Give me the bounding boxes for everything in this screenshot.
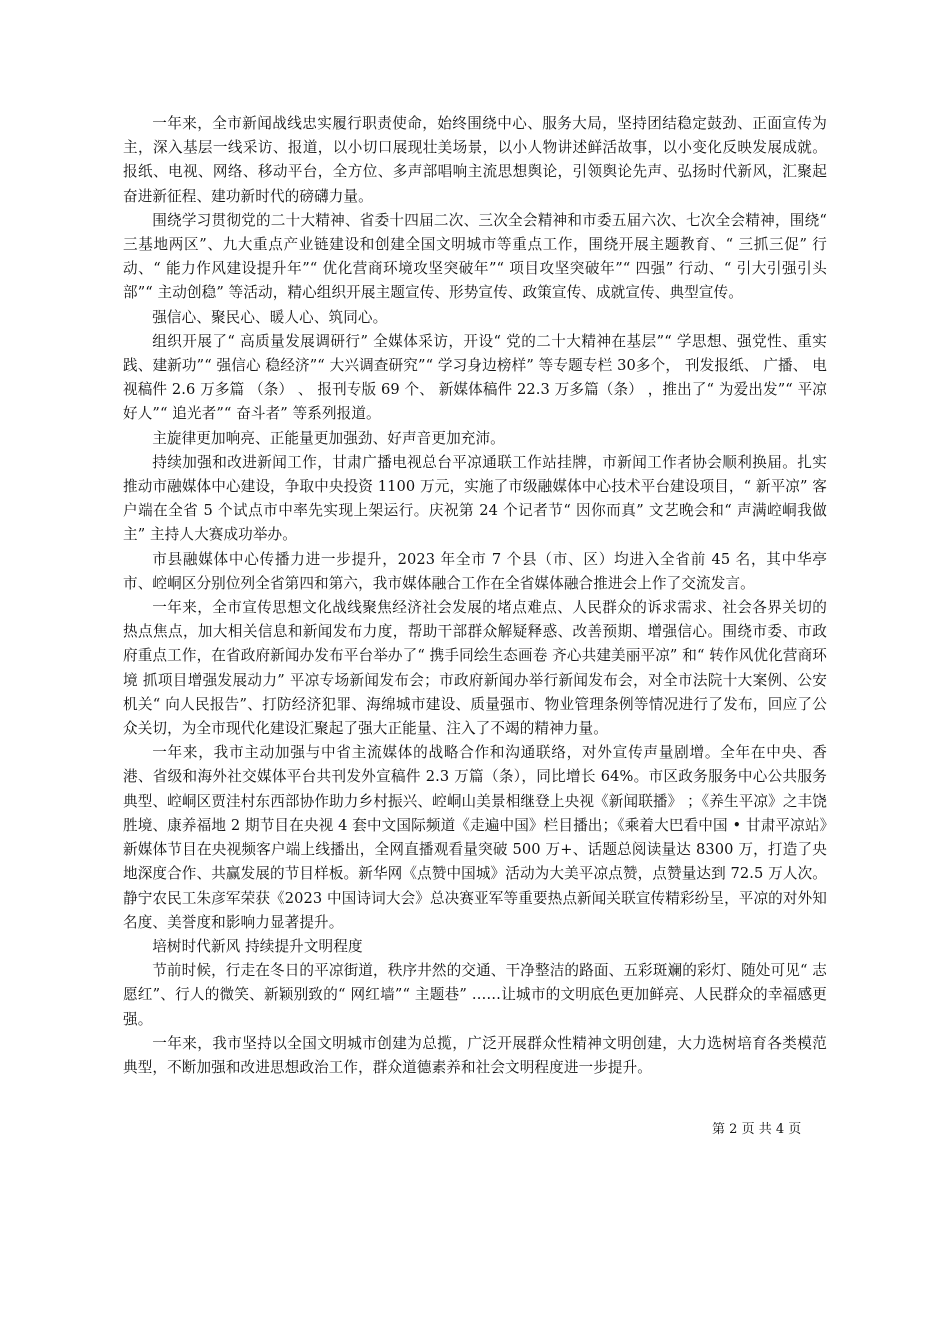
paragraph: 一年来，全市宣传思想文化战线聚焦经济社会发展的堵点难点、人民群众的诉求需求、社会各界关切的热点焦点，加大相关信息和新闻发布力度，帮助干部群众解疑释惑、改善预期、增强信心。围绕市委、市政府重点工作，在省政府新闻办发布平台举办了“ 携手同绘生态画卷 齐心共建美丽平凉” 和“ 转作风优化营商环境 抓项目增强发展动力” 平凉专场新闻发布会；市政府新闻办举行新闻发布会，对全市法院十大案例、公安机关“ 向人民报告”、打防经济犯罪、海绵城市建设、质量强市、物业管理条例等情况进行了发布，回应了公众关切，为全市现代化建设汇聚起了强大正能量、注入了不竭的精神力量。 [123, 599, 827, 738]
paragraph: 节前时候，行走在冬日的平凉街道，秩序井然的交通、干净整洁的路面、五彩斑斓的彩灯、随处可见“ 志愿红”、行人的微笑、新颖别致的“ 网红墙”“ 主题巷” ……让城市的文明底色更加鲜亮、人民群众的幸福感更强。 [123, 962, 827, 1028]
paragraph: 一年来，全市新闻战线忠实履行职责使命，始终围绕中心、服务大局，坚持团结稳定鼓劲、正面宣传为主，深入基层一线采访、报道，以小切口展现壮美场景，以小人物讲述鲜活故事，以小变化反映发展成就。报纸、电视、网络、移动平台，全方位、多声部唱响主流思想舆论，引领舆论先声、弘扬时代新风，汇聚起奋进新征程、建功新时代的磅礴力量。 [123, 115, 827, 205]
paragraph: 强信心、聚民心、暖人心、筑同心。 [152, 308, 388, 326]
paragraph: 围绕学习贯彻党的二十大精神、省委十四届二次、三次全会精神和市委五届六次、七次全会精神，围绕“ 三基地两区”、九大重点产业链建设和创建全国文明城市等重点工作，围绕开展主题教育、“ 三抓三促” 行动、“ 能力作风建设提升年”“ 优化营商环境攻坚突破年”“ 项目攻坚突破年”“ 四强” 行动、“ 引大引强引头部”“ 主动创稳” 等活动，精心组织开展主题宣传、形势宣传、政策宣传、成就宣传、典型宣传。 [123, 211, 827, 302]
footer-middle: 页 共 [741, 1122, 772, 1137]
document-body [123, 112, 827, 1080]
paragraph: 持续加强和改进新闻工作，甘肃广播电视总台平凉通联工作站挂牌，市新闻工作者协会顺利换届。扎实推动市融媒体中心建设，争取中央投资 1100 万元，实施了市级融媒体中心技术平台建设项目，“ 新平凉” 客户端在全省 5 个试点市中率先实现上架运行。庆祝第 24 个记者节“ 因你而真” 文艺晚会和“ 声满崆峒我做主” 主持人大赛成功举办。 [123, 453, 827, 544]
paragraph: 一年来，我市主动加强与中省主流媒体的战略合作和沟通联络，对外宣传声量剧增。全年在中央、香港、省级和海外社交媒体平台共刊发外宣稿件 2.3 万篇（条），同比增长 64%。市区政务服务中心公共服务典型、崆峒区贾洼村东西部协作助力乡村振兴、崆峒山美景相继登上央视《新闻联播》 ；《养生平凉》之丰饶胜境、康养福地 2 期节目在央视 4 套中文国际频道《走遍中国》栏目播出；《乘着大巴看中国 • 甘肃平凉站》新媒体节目在央视频客户端上线播出，全网直播观看量突破 500 万+、话题总阅读量达 8300 万，打造了央地深度合作、共赢发展的节目样板。新华网《点赞中国城》活动为大美平凉点赞，点赞量达到 72.5 万人次。静宁农民工朱彦军荣获《2023 中国诗词大会》总决赛亚军等重要热点新闻关联宣传精彩纷呈，平凉的对外知名度、美誉度和影响力显著提升。 [123, 744, 827, 931]
page-number-footer [712, 1121, 801, 1139]
total-pages-number: 4 [775, 1122, 785, 1137]
footer-suffix: 页 [788, 1122, 802, 1137]
current-page-number: 2 [729, 1122, 738, 1137]
paragraph: 市县融媒体中心传播力进一步提升，2023 年全市 7 个县（市、区）均进入全省前 45 名，其中华亭市、崆峒区分别位列全省第四和第六，我市媒体融合工作在全省媒体融合推进会上作了交流发言。 [123, 550, 827, 592]
paragraph: 组织开展了“ 高质量发展调研行” 全媒体采访，开设“ 党的二十大精神在基层”“ 学思想、强党性、重实践、建新功”“ 强信心 稳经济”“ 大兴调查研究”“ 学习身边榜样” 等专题专栏 30多个， 刊发报纸、 广播、 电视稿件 2.6 万多篇 （条） 、 报刊专版 69 个、 新媒体稿件 22.3 万多篇（条） ，推出了“ 为爱出发”“ 平凉好人”“ 追光者”“ 奋斗者” 等系列报道。 [123, 332, 827, 423]
footer-prefix: 第 [712, 1122, 726, 1137]
paragraph: 主旋律更加响亮、正能量更加强劲、好声音更加充沛。 [152, 429, 505, 447]
paragraph: 一年来，我市坚持以全国文明城市创建为总揽，广泛开展群众性精神文明创建，大力选树培育各类模范典型，不断加强和改进思想政治工作，群众道德素养和社会文明程度进一步提升。 [123, 1034, 827, 1076]
section-heading: 培树时代新风 持续提升文明程度 [152, 937, 363, 955]
